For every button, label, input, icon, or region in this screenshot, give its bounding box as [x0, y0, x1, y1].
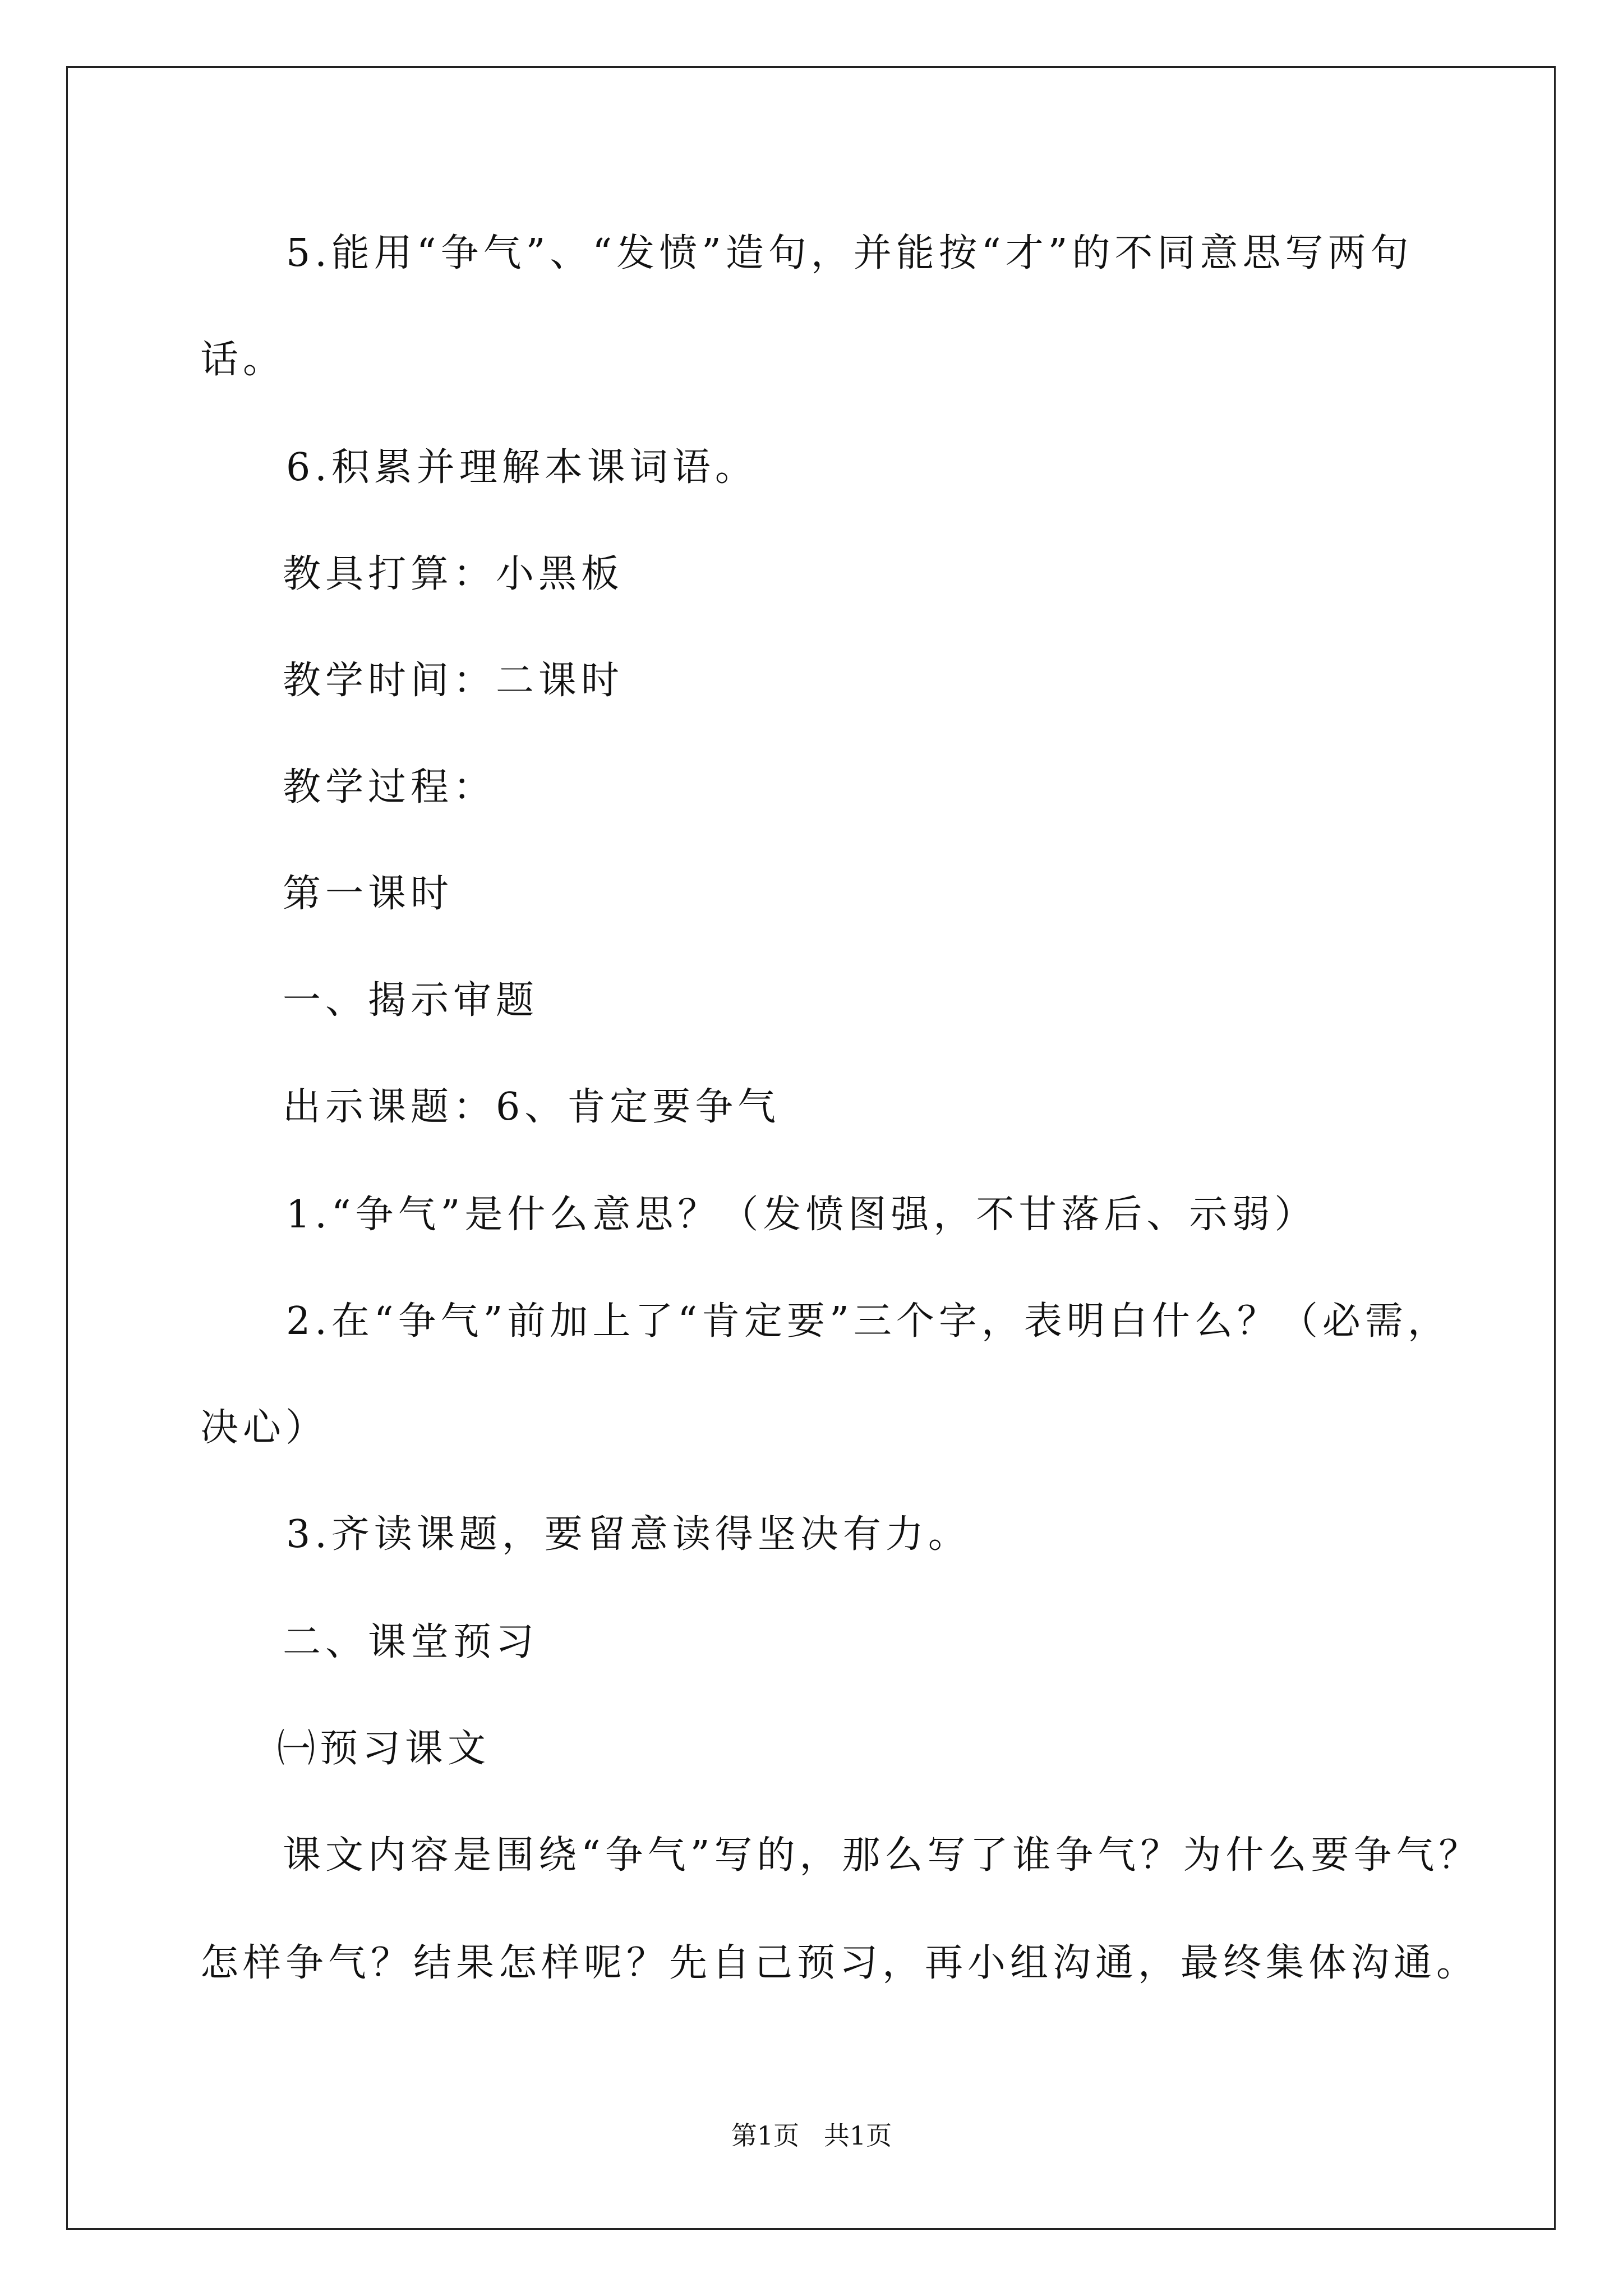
paragraph-line: 1.“争气”是什么意思？（发愤图强，不甘落后、示弱）: [286, 1193, 1317, 1237]
paragraph-line: 一、揭示审题: [283, 978, 539, 1023]
paragraph-line: 3.齐读课题，要留意读得坚决有力。: [286, 1512, 971, 1557]
paragraph-line: 5.能用“争气”、“发愤”造句，并能按“才”的不同意思写两句: [286, 231, 1413, 275]
paragraph-line: 教学时间：二课时: [283, 659, 624, 703]
page-border: [66, 66, 1556, 2230]
paragraph-line: ㈠预习课文: [277, 1727, 491, 1771]
paragraph-line: 话。: [200, 338, 286, 382]
paragraph-line: 教学过程：: [283, 765, 496, 809]
paragraph-line: 决心）: [200, 1406, 329, 1450]
paragraph-line: 出示课题：6、肯定要争气: [283, 1085, 781, 1129]
paragraph-line: 第一课时: [283, 872, 454, 916]
paragraph-line: 2.在“争气”前加上了“肯定要”三个字，表明白什么？（必需，: [286, 1299, 1450, 1343]
paragraph-line: 教具打算：小黑板: [283, 552, 624, 596]
paragraph-line: 课文内容是围绕“争气”写的，那么写了谁争气？为什么要争气？: [283, 1833, 1482, 1878]
page-footer: 第1页 共1页: [731, 2120, 892, 2151]
paragraph-line: 怎样争气？结果怎样呢？先自己预习，再小组沟通，最终集体沟通。: [200, 1941, 1479, 1985]
paragraph-line: 6.积累并理解本课词语。: [286, 445, 758, 490]
paragraph-line: 二、课堂预习: [283, 1620, 539, 1664]
